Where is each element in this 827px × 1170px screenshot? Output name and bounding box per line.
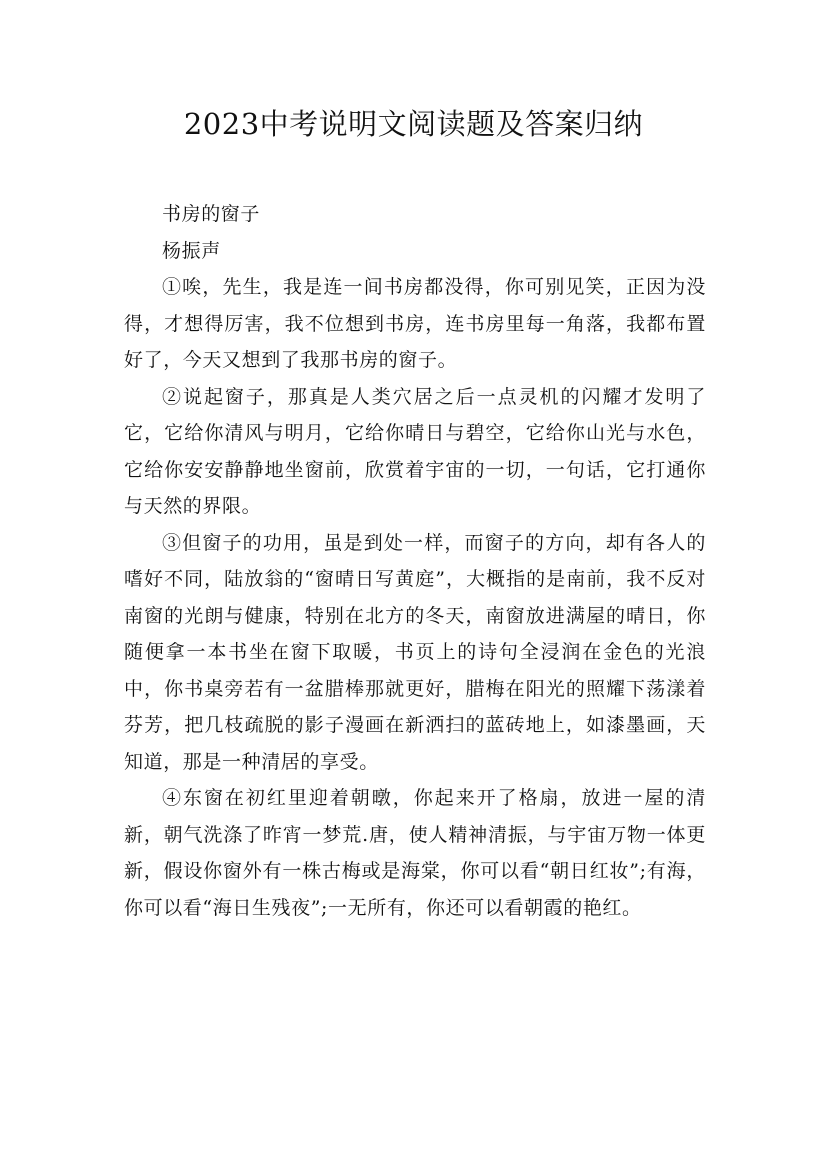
article-title: 书房的窗子 bbox=[162, 203, 261, 225]
paragraph: ③但窗子的功用，虽是到处一样，而窗子的方向，却有各人的嗜好不同，陆放翁的“窗晴日写黄庭”，大概指的是南前，我不反对南窗的光朗与健康，特别在北方的冬天，南窗放进满屋的晴日，你随便拿一本书坐在窗下取暖，书页上的诗句全浸润在金色的光浪中，你书桌旁若有一盆腊棒那就更好，腊梅在阳光的照耀下荡漾着芬芳，把几枝疏脱的影子漫画在新洒扫的蓝砖地上，如漆墨画，天知道，那是一种清居的享受。 bbox=[124, 531, 706, 773]
article-author: 杨振声 bbox=[162, 239, 221, 262]
article-body bbox=[124, 196, 706, 926]
paragraph: ④东窗在初红里迎着朝暾，你起来开了格扇，放进一屋的清新，朝气洗涤了昨宵一梦荒.唐，使人精神清振，与宇宙万物一体更新，假设你窗外有一株古梅或是海棠，你可以看“朝日红妆”;有海，你可以看“海日生残夜”;一无所有，你还可以看朝霞的艳红。 bbox=[124, 787, 706, 919]
document-title: 2023中考说明文阅读题及答案归纳 bbox=[183, 107, 644, 141]
paragraph: ②说起窗子，那真是人类穴居之后一点灵机的闪耀才发明了它，它给你清风与明月，它给你晴日与碧空，它给你山光与水色，它给你安安静静地坐窗前，欣赏着宇宙的一切，一句话，它打通你与天然的界限。 bbox=[124, 385, 706, 517]
paragraph: ①唉，先生，我是连一间书房都没得，你可别见笑，正因为没得，才想得厉害，我不位想到书房，连书房里每一角落，我都布置好了，今天又想到了我那书房的窗子。 bbox=[124, 276, 706, 371]
